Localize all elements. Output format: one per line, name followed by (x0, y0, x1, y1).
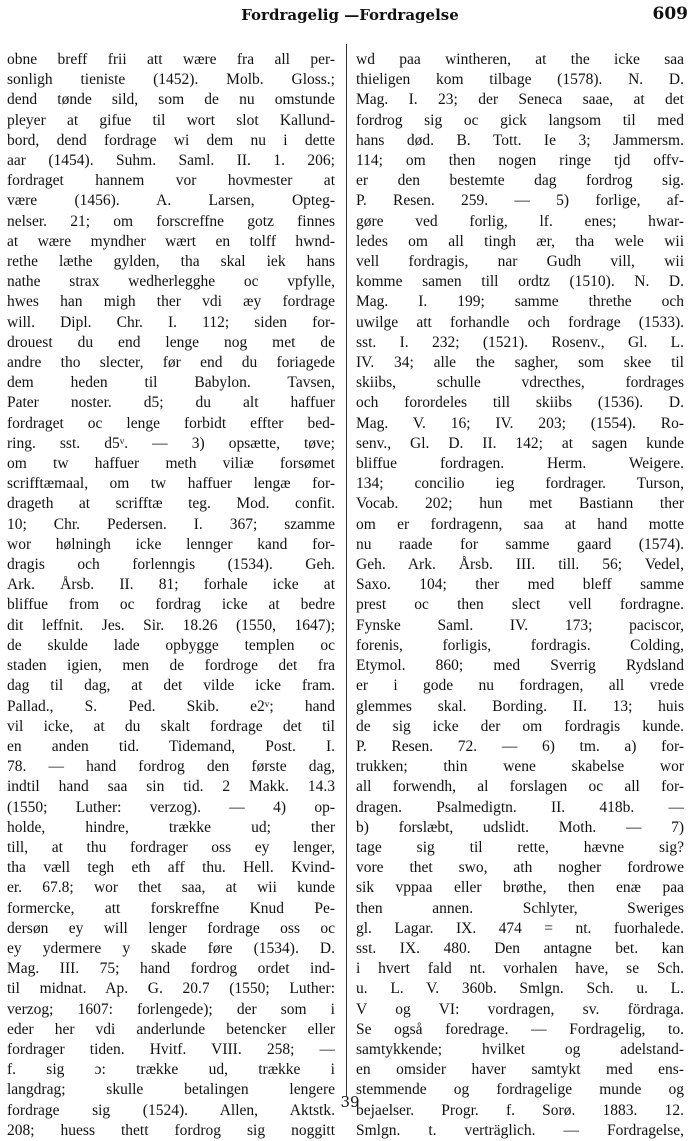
text-line: ledes om all tingh ær, tha wele wii (356, 232, 684, 250)
text-line: sst. IX. 480. Den antagne bet. kan (356, 939, 684, 957)
text-line: Pallad., S. Ped. Skib. e2ᵛ; hand (7, 697, 335, 715)
text-line: IV. 34; alle the sagher, som skee til (356, 354, 684, 372)
text-line: til midnat. Ap. G. 20.7 (1550; Luther: (7, 980, 335, 998)
text-line: nu raade for samme gaard (1574). (356, 535, 684, 553)
text-line: forenis, forligis, fordragis. Colding, (356, 636, 684, 654)
text-line: P. Resen. 259. — 5) forlige, af- (356, 192, 684, 210)
text-line: till, at thu fordrager oss ey lenger, (7, 838, 335, 856)
text-line: rethe læthe gylden, tha skal iek hans (7, 253, 335, 271)
text-line: vil icke, at du skalt fordrage det til (7, 717, 335, 735)
text-line: pleyer at gifue til wort slot Kallund- (7, 111, 335, 129)
text-line: Mag. I. 23; der Seneca saae, at det (356, 91, 684, 109)
text-line: Mag. I. 199; samme threthe och (356, 293, 684, 311)
text-line: sonligh tieniste (1452). Molb. Gloss.; (7, 71, 335, 89)
text-line: gl. Lagar. IX. 474 = nt. fuorhalede. (356, 919, 684, 937)
text-line: skiibs, schulle vdrecthes, fordrages (356, 374, 684, 392)
text-line: er i gode nu fordragen, all vrede (356, 677, 684, 695)
text-line: och forordeles till skiibs (1536). D. (356, 394, 684, 412)
text-line: wd paa wintheren, at the icke saa (356, 51, 684, 68)
text-line: 10; Chr. Pedersen. I. 367; szamme (7, 515, 335, 533)
text-line: dend tønde sild, som de nu omstunde (7, 91, 335, 109)
text-line: indtil hand saa sin tid. 2 Makk. 14.3 (7, 778, 335, 796)
text-line: sik vppaa eller brøthe, then enæ paa (356, 879, 684, 897)
text-line: P. Resen. 72. — 6) tm. a) for- (356, 737, 684, 755)
text-line: scrifftæmaal, om tw haffuer lengæ for- (7, 475, 335, 493)
text-line: drouest du end lenge nog met de (7, 333, 335, 351)
text-line: fordraget oc lenge forbidt effter bed- (7, 414, 335, 432)
text-line: Ark. Årsb. II. 81; forhale icke at (7, 576, 335, 594)
text-line: Saxo. 104; ther med bleff samme (356, 576, 684, 594)
text-line: 134; concilio ieg fordrager. Turson, (356, 475, 684, 493)
text-line: de sig icke der om fordragis kunde. (356, 717, 684, 735)
signature-mark: 39 (340, 1093, 360, 1111)
text-line: gøre ved forlig, lf. enes; hwar- (356, 212, 684, 230)
text-line: V og VI: vordragen, sv. fördraga. (356, 1000, 684, 1018)
text-line: prest oc then slect vell fordragne. (356, 596, 684, 614)
text-line: u. L. V. 360b. Smlgn. Sch. u. L. (356, 980, 684, 998)
text-line: være (1456). A. Larsen, Opteg- (7, 192, 335, 210)
text-line: Mag. V. 16; IV. 203; (1554). Ro- (356, 414, 684, 432)
text-line: dersøn ey will lenger fordrage oss oc (7, 919, 335, 937)
text-column-right (356, 50, 684, 1141)
text-line: will. Dipl. Chr. I. 112; siden for- (7, 313, 335, 331)
text-line: om tw haffuer meth viliæ forsømet (7, 455, 335, 473)
text-line: fordrage sig (1524). Allen, Aktstk. (7, 1101, 335, 1119)
text-line: wor hølningh icke lennger kand for- (7, 535, 335, 553)
text-line: dit leffnit. Jes. Sir. 18.26 (1550, 1647); (7, 616, 335, 634)
text-line: holde, hindre, trække ud; ther (7, 818, 335, 836)
text-line: bejaelser. Progr. f. Sorø. 1883. 12. (356, 1101, 684, 1119)
text-line: nathe strax wedherlegghe oc vpfylle, (7, 273, 335, 291)
text-line: drageth at scrifftæ teg. Mod. confit. (7, 495, 335, 513)
text-line: andre tho slecter, før end du foriagede (7, 354, 335, 372)
text-line: samtykkende; hvilket og adelstand- (356, 1040, 684, 1058)
text-line: ring. sst. d5ᵛ. — 3) opsætte, tøve; (7, 434, 335, 452)
text-line: er den bestemte dag fordrog sig. (356, 172, 684, 190)
text-line: Vocab. 202; hun met Bastiann ther (356, 495, 684, 513)
text-line: i hvert fald nt. vorhalen have, se Sch. (356, 960, 684, 978)
text-line: trukken; thin wene skabelse wor (356, 758, 684, 776)
text-line: en anden tid. Tidemand, Post. I. (7, 737, 335, 755)
text-line: at wære myndher wært en tolff hwnd- (7, 232, 335, 250)
text-line: om er fordragenn, saa at hand motte (356, 515, 684, 533)
text-line: staden igien, men de fordroge det fra (7, 657, 335, 675)
text-line: obne breff frii att wære fra all per- (7, 51, 335, 68)
text-line: 208; huess thett fordrog sig noggitt (7, 1121, 335, 1139)
text-line: then annen. Schlyter, Sweriges (356, 899, 684, 917)
text-line: vore thet swo, ath nogher fordrowe (356, 859, 684, 877)
text-line: tha væll tegh eth aff thu. Hell. Kvind- (7, 859, 335, 877)
text-line: (1550; Luther: verzog). — 4) op- (7, 798, 335, 816)
text-line: komme samen till ordtz (1510). N. D. (356, 273, 684, 291)
page-number: 609 (652, 4, 688, 24)
text-line: f. sig ɔ: trække ud, trække i (7, 1061, 335, 1079)
text-line: langdrag; skulle betalingen lengere (7, 1081, 335, 1099)
text-line: bliffue fordragen. Herm. Weigere. (356, 455, 684, 473)
text-line: hans død. B. Tott. Ie 3; Jammersm. (356, 131, 684, 149)
text-line: glemmes skal. Bording. II. 13; huis (356, 697, 684, 715)
text-line: ey ydermere y skade føre (1534). D. (7, 939, 335, 957)
text-line: Fynske Saml. IV. 173; paciscor, (356, 616, 684, 634)
text-line: fordrager tiden. Hvitf. VIII. 258; — (7, 1040, 335, 1058)
text-line: tage sig til rette, hævne sig? (356, 838, 684, 856)
text-line: fordraget hannem vor hovmester at (7, 172, 335, 190)
text-line: sst. I. 232; (1521). Rosenv., Gl. L. (356, 333, 684, 351)
text-line: b) forslæbt, udslidt. Moth. — 7) (356, 818, 684, 836)
text-line: hwes han migh ther vdi æy fordrage (7, 293, 335, 311)
text-line: en omsider haver samtykt med ens- (356, 1061, 684, 1079)
running-header: Fordragelig —Fordragelse (241, 6, 459, 24)
text-line: Pater noster. d5; du alt haffuer (7, 394, 335, 412)
text-line: stemmende og fordragelige munde og (356, 1081, 684, 1099)
text-line: Etymol. 860; med Sverrig Rydsland (356, 657, 684, 675)
text-line: eder her vdi anderlunde betencker eller (7, 1020, 335, 1038)
text-line: Geh. Ark. Årsb. III. till. 56; Vedel, (356, 556, 684, 574)
text-line: dem heden til Babylon. Tavsen, (7, 374, 335, 392)
text-line: Se også foredrage. — Fordragelig, to. (356, 1020, 684, 1038)
text-line: dragis och forlenngis (1534). Geh. (7, 556, 335, 574)
text-line: formercke, att forskreffne Knud Pe- (7, 899, 335, 917)
text-column-left (7, 50, 335, 1141)
text-line: Mag. III. 75; hand fordrog ordet ind- (7, 960, 335, 978)
text-line: fordrog sig oc gick langsom til med (356, 111, 684, 129)
text-line: de skulde lade opbygge templen oc (7, 636, 335, 654)
text-line: 78. — hand fordrog den første dag, (7, 758, 335, 776)
text-line: nelser. 21; om forscreffne gotz finnes (7, 212, 335, 230)
column-divider (346, 44, 347, 1096)
text-line: Smlgn. t. verträglich. — Fordragelse, (356, 1121, 684, 1139)
text-line: er. 67.8; wor thet saa, at wii kunde (7, 879, 335, 897)
text-line: all forwendh, al forslagen oc all for- (356, 778, 684, 796)
text-line: uwilge att forhandle och fordrage (1533). (356, 313, 684, 331)
text-line: 114; om then nogen ringe tjd offv- (356, 152, 684, 170)
text-line: aar (1454). Suhm. Saml. II. 1. 206; (7, 152, 335, 170)
text-line: vell fordragis, nar Gudh vill, wii (356, 253, 684, 271)
text-line: bliffue from oc fordrag icke at bedre (7, 596, 335, 614)
text-line: thieligen kom tilbage (1578). N. D. (356, 71, 684, 89)
text-line: dag til dag, at det vilde icke fram. (7, 677, 335, 695)
text-line: dragen. Psalmedigtn. II. 418b. — (356, 798, 684, 816)
text-line: verzog; 1607: forlengede); der som i (7, 1000, 335, 1018)
text-line: bord, dend fordrage wi dem nu i dette (7, 131, 335, 149)
text-line: senv., Gl. D. II. 142; at sagen kunde (356, 434, 684, 452)
